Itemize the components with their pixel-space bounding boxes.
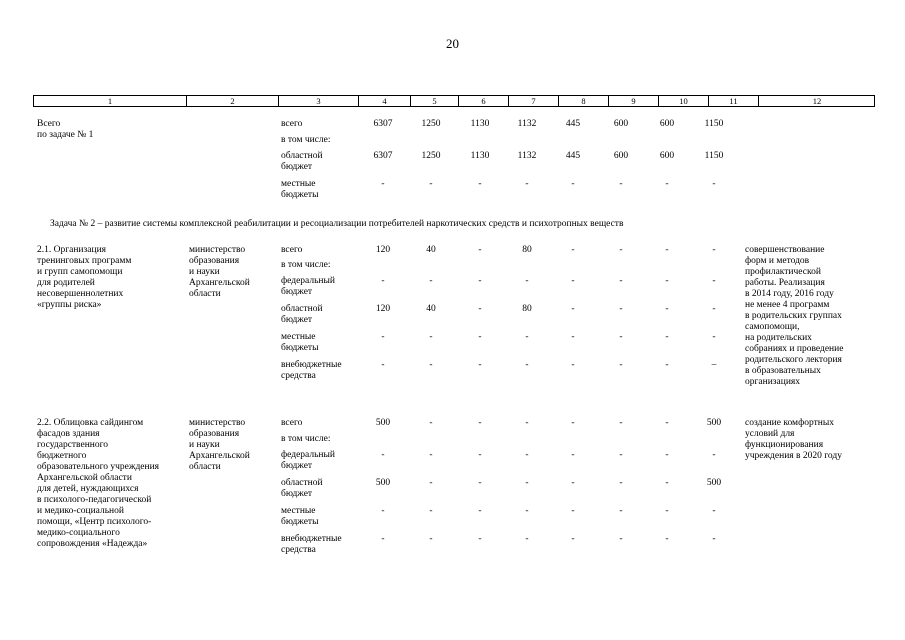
value-cell: - [381, 534, 385, 544]
header-col-6: 6 [459, 96, 509, 106]
header-col-12: 12 [812, 96, 822, 106]
value-cell: - [619, 360, 623, 370]
value-cell: - [478, 276, 482, 286]
table-header-row [33, 95, 875, 107]
value-cell: - [665, 478, 669, 488]
value-cell: - [525, 534, 529, 544]
value-cell: 1250 [421, 119, 441, 129]
value-cell: - [429, 179, 433, 189]
fund-source-label: областной бюджет [281, 151, 323, 172]
value-cell: - [712, 506, 716, 516]
value-cell: - [478, 534, 482, 544]
value-cell: 500 [375, 418, 391, 428]
fund-source-label: федеральный бюджет [281, 276, 335, 297]
value-cell: - [665, 418, 669, 428]
value-cell: 445 [565, 151, 581, 161]
header-col-3: 3 [279, 96, 359, 106]
value-cell: - [712, 179, 716, 189]
value-cell: - [478, 245, 482, 255]
header-col-11: 11 [709, 96, 759, 106]
value-cell: 6307 [373, 151, 393, 161]
value-cell: - [619, 179, 623, 189]
value-cell: - [429, 506, 433, 516]
value-cell: - [381, 506, 385, 516]
fund-source-label: в том числе: [281, 135, 331, 145]
value-cell: 1250 [421, 151, 441, 161]
value-cell: - [712, 450, 716, 460]
value-cell: - [429, 450, 433, 460]
fund-source-label: внебюджетные средства [281, 534, 342, 555]
value-cell: - [429, 478, 433, 488]
value-cell: 500 [706, 418, 722, 428]
value-cell: - [619, 245, 623, 255]
value-cell: - [712, 304, 716, 314]
value-cell: 1150 [704, 119, 724, 129]
header-col-8: 8 [559, 96, 609, 106]
value-cell: - [571, 245, 575, 255]
value-cell: - [381, 179, 385, 189]
value-cell: - [478, 450, 482, 460]
fund-source-label: всего [281, 418, 303, 428]
value-cell: – [711, 360, 717, 370]
value-cell: - [665, 179, 669, 189]
value-cell: 500 [375, 478, 391, 488]
value-cell: - [381, 332, 385, 342]
fund-source-label: всего [281, 119, 303, 129]
value-cell: - [525, 332, 529, 342]
fund-source-label: внебюджетные средства [281, 360, 342, 381]
value-cell: - [525, 450, 529, 460]
value-cell: - [571, 534, 575, 544]
value-cell: - [665, 245, 669, 255]
header-col-10: 10 [659, 96, 709, 106]
value-cell: - [478, 506, 482, 516]
value-cell: - [525, 179, 529, 189]
value-cell: 120 [375, 245, 391, 255]
value-cell: 1150 [704, 151, 724, 161]
fund-source-label: областной бюджет [281, 304, 323, 325]
value-cell: 1132 [517, 151, 537, 161]
header-col-5: 5 [411, 96, 459, 106]
value-cell: - [665, 534, 669, 544]
value-cell: - [429, 276, 433, 286]
fund-source-label: в том числе: [281, 434, 331, 444]
value-cell: - [429, 332, 433, 342]
value-cell: - [571, 304, 575, 314]
activity-name: 2.1. Организация тренинговых программ и групп самопомощи для родителей несовершеннолетних «группы риска» [37, 245, 132, 310]
value-cell: - [619, 534, 623, 544]
value-cell: 500 [706, 478, 722, 488]
value-cell: - [665, 332, 669, 342]
value-cell: - [525, 506, 529, 516]
fund-source-label: местные бюджеты [281, 332, 319, 353]
fund-source-label: федеральный бюджет [281, 450, 335, 471]
value-cell: - [525, 478, 529, 488]
value-cell: - [619, 332, 623, 342]
value-cell: - [571, 332, 575, 342]
value-cell: - [665, 360, 669, 370]
value-cell: 80 [522, 304, 532, 314]
value-cell: - [478, 478, 482, 488]
value-cell: - [571, 450, 575, 460]
value-cell: 600 [659, 151, 675, 161]
value-cell: - [571, 478, 575, 488]
value-cell: - [619, 506, 623, 516]
value-cell: - [619, 418, 623, 428]
value-cell: 600 [659, 119, 675, 129]
value-cell: - [381, 450, 385, 460]
header-col-9: 9 [609, 96, 659, 106]
value-cell: - [571, 276, 575, 286]
value-cell: - [665, 276, 669, 286]
header-col-1: 1 [34, 96, 187, 106]
expected-result: совершенствование форм и методов профилактической работы. Реализация в 2014 году, 2016 году не менее 4 программ в родительских группах самопомощи, на родительских собраниях и проведение родительского лектория в образовательных организациях [745, 245, 844, 387]
fund-source-label: местные бюджеты [281, 506, 319, 527]
value-cell: - [665, 506, 669, 516]
expected-result: создание комфортных условий для функционирования учреждения в 2020 году [745, 418, 842, 461]
fund-source-label: областной бюджет [281, 478, 323, 499]
executor: министерство образования и науки Архангельской области [189, 245, 250, 299]
value-cell: 1130 [470, 151, 490, 161]
value-cell: - [619, 304, 623, 314]
value-cell: - [665, 450, 669, 460]
value-cell: - [429, 534, 433, 544]
value-cell: - [712, 245, 716, 255]
value-cell: 1132 [517, 119, 537, 129]
value-cell: - [712, 534, 716, 544]
value-cell: - [571, 506, 575, 516]
page-number: 20 [446, 36, 459, 51]
value-cell: - [571, 418, 575, 428]
total-title: Всего по задаче № 1 [37, 119, 94, 140]
value-cell: 1130 [470, 119, 490, 129]
value-cell: - [571, 179, 575, 189]
value-cell: - [478, 179, 482, 189]
value-cell: - [429, 418, 433, 428]
value-cell: - [478, 360, 482, 370]
value-cell: - [478, 418, 482, 428]
value-cell: - [619, 478, 623, 488]
fund-source-label: в том числе: [281, 260, 331, 270]
task2-heading: Задача № 2 – развитие системы комплексной реабилитации и ресоциализации потребителей наркотических средств и психотропных веществ [50, 219, 624, 229]
value-cell: - [429, 360, 433, 370]
value-cell: - [478, 304, 482, 314]
value-cell: 80 [522, 245, 532, 255]
value-cell: - [478, 332, 482, 342]
value-cell: - [381, 360, 385, 370]
value-cell: - [619, 276, 623, 286]
value-cell: 6307 [373, 119, 393, 129]
value-cell: 600 [613, 151, 629, 161]
value-cell: - [619, 450, 623, 460]
value-cell: - [712, 276, 716, 286]
header-col-2: 2 [187, 96, 279, 106]
value-cell: - [525, 360, 529, 370]
value-cell: - [712, 332, 716, 342]
value-cell: - [665, 304, 669, 314]
executor: министерство образования и науки Архангельской области [189, 418, 250, 472]
value-cell: 445 [565, 119, 581, 129]
fund-source-label: местные бюджеты [281, 179, 319, 200]
header-col-7: 7 [509, 96, 559, 106]
value-cell: 40 [426, 304, 436, 314]
value-cell: 40 [426, 245, 436, 255]
fund-source-label: всего [281, 245, 303, 255]
value-cell: 120 [375, 304, 391, 314]
header-col-4: 4 [359, 96, 411, 106]
value-cell: - [381, 276, 385, 286]
value-cell: - [525, 418, 529, 428]
activity-name: 2.2. Облицовка сайдингом фасадов здания государственного бюджетного образовательного учреждения Архангельской области для детей, нуждающихся в психолого-педагогической и медико-социальной помощи, «Центр психолого- медико-социального сопровождения «Надежда» [37, 418, 160, 549]
value-cell: - [571, 360, 575, 370]
value-cell: - [525, 276, 529, 286]
value-cell: 600 [613, 119, 629, 129]
